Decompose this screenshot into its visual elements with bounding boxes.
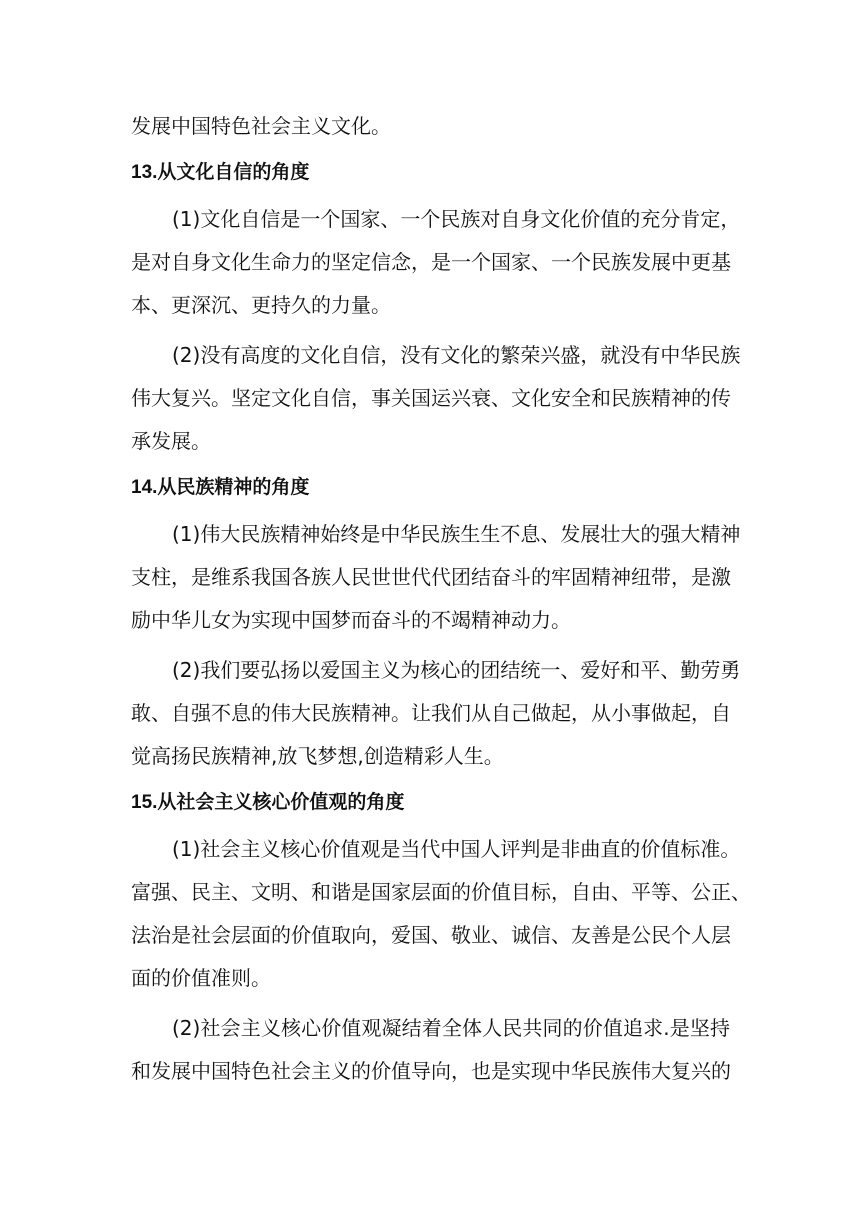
paragraph-line: 发展中国特色社会主义文化。 (131, 114, 391, 138)
paragraph-line: 本、更深沉、更持久的力量。 (131, 293, 391, 317)
paragraph-line: 承发展。 (131, 429, 211, 453)
paragraph-line: 是对自身文化生命力的坚定信念，是一个国家、一个民族发展中更基 (131, 250, 731, 274)
paragraph-line: (2)没有高度的文化自信，没有文化的繁荣兴盛，就没有中华民族 (172, 343, 741, 367)
paragraph-line: 支柱，是维系我国各族人民世世代代团结奋斗的牢固精神纽带，是激 (131, 565, 731, 589)
paragraph-line: 和发展中国特色社会主义的价值导向，也是实现中华民族伟大复兴的 (131, 1059, 731, 1083)
section-heading-14: 14.从民族精神的角度 (131, 477, 310, 498)
paragraph-line: 励中华儿女为实现中国梦而奋斗的不竭精神动力。 (131, 608, 571, 632)
paragraph-line: 伟大复兴。坚定文化自信，事关国运兴衰、文化安全和民族精神的传 (131, 386, 731, 410)
paragraph-line: 富强、民主、文明、和谐是国家层面的价值目标，自由、平等、公正、 (131, 880, 751, 904)
paragraph-line: 面的价值准则。 (131, 966, 271, 990)
paragraph-line: 法治是社会层面的价值取向，爱国、敬业、诚信、友善是公民个人层 (131, 923, 731, 947)
section-heading-15: 15.从社会主义核心价值观的角度 (131, 792, 405, 813)
paragraph-line: (1)伟大民族精神始终是中华民族生生不息、发展壮大的强大精神 (172, 522, 741, 546)
paragraph-line: 敢、自强不息的伟大民族精神。让我们从自己做起，从小事做起，自 (131, 701, 731, 725)
paragraph-line: (1)社会主义核心价值观是当代中国人评判是非曲直的价值标准。 (172, 837, 741, 861)
paragraph-line: (2)我们要弘扬以爱国主义为核心的团结统一、爱好和平、勤劳勇 (172, 658, 741, 682)
paragraph-line: (2)社会主义核心价值观凝结着全体人民共同的价值追求.是坚持 (172, 1016, 730, 1040)
section-heading-13: 13.从文化自信的角度 (131, 162, 310, 183)
paragraph-line: 觉高扬民族精神,放飞梦想,创造精彩人生。 (131, 744, 504, 768)
paragraph-line: (1)文化自信是一个国家、一个民族对自身文化价值的充分肯定， (172, 207, 741, 231)
